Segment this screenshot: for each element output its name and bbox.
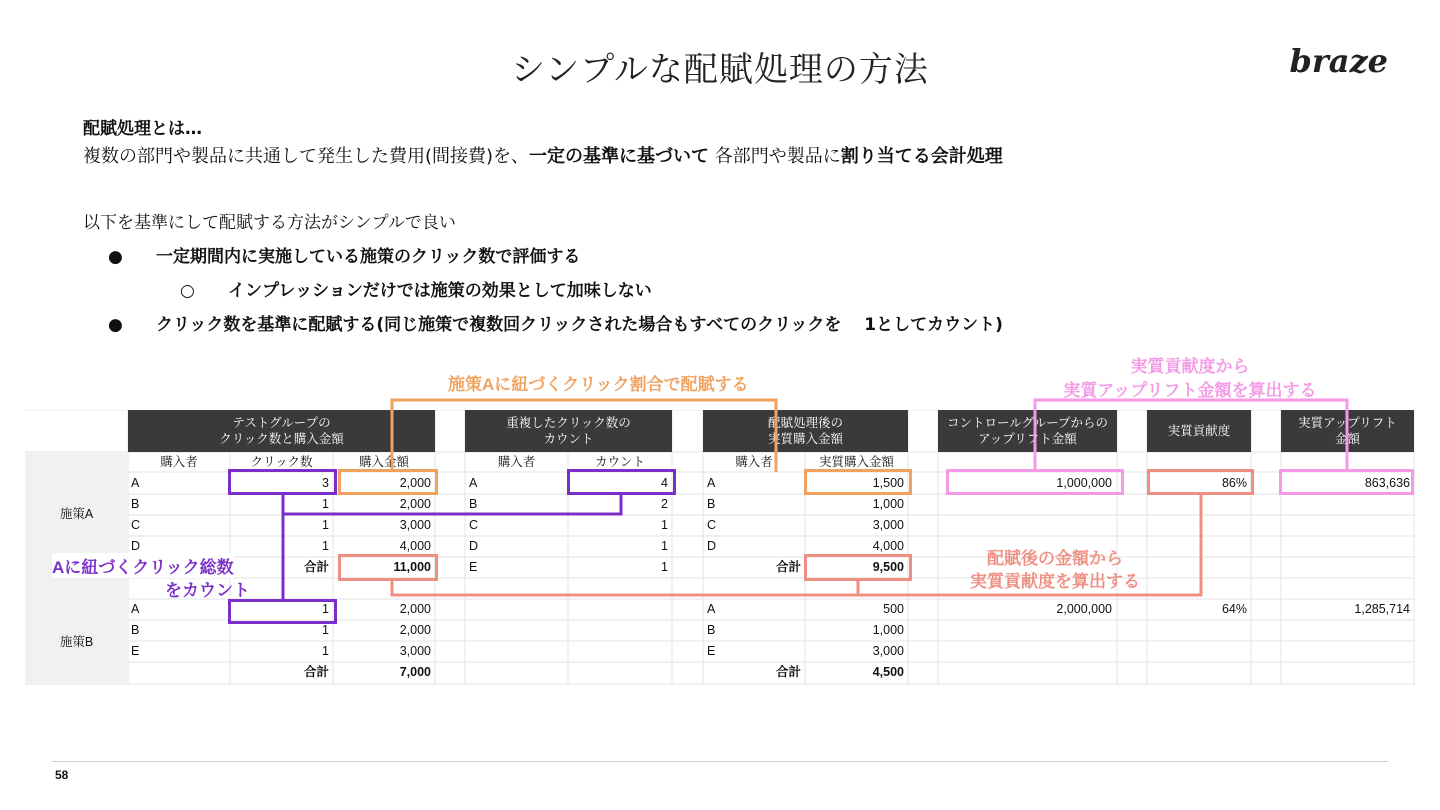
definition-body-bold: 割り当てる会計処理 [840,146,1003,167]
table-cell-amount: 4,000 [872,539,904,553]
highlight-box-pink [1279,469,1414,495]
table-cell-control-uplift: 1,000,000 [1056,476,1112,490]
highlight-box-salmon [1147,469,1254,495]
table-cell-buyer: E [131,644,140,658]
table-cell-buyer: D [469,539,479,553]
table-cell-amount: 2,000 [399,623,431,637]
annotation-contribution-calc-line1: 配賦後の金額から [987,549,1123,568]
annotation-contribution-calc-line2: 実質貢献度を算出する [970,572,1140,591]
table-cell-buyer: B [131,497,140,511]
bullet-marker: ● [108,315,123,335]
annotation-uplift-calc-line2: 実質アップリフト金額を算出する [1063,381,1317,400]
table-cell-count: 1 [661,560,668,574]
table-cell-buyer: D [131,539,141,553]
bullet-marker: ○ [180,281,195,301]
subheader-buyer: 購入者 [160,455,198,469]
table-cell-clicks: 1 [322,539,329,553]
table-cell-amount: 1,000 [872,497,904,511]
table-cell-control-uplift: 2,000,000 [1056,602,1112,616]
table-cell-clicks: 1 [322,518,329,532]
table-cell-clicks: 1 [322,623,329,637]
annotation-attribution-ratio: 施策Aに紐づくクリック割合で配賦する [448,375,749,394]
table-cell-clicks: 1 [322,602,329,616]
header-contribution: 実質貢献度 [1147,410,1251,452]
table-cell-buyer: A [707,602,716,616]
table-cell-total-label: 合計 [775,665,801,679]
campaign-b-label: 施策B [59,635,94,649]
table-cell-clicks: 3 [322,476,329,490]
table-cell-amount: 3,000 [872,644,904,658]
page-number: 58 [55,768,69,782]
table-cell-buyer: A [469,476,478,490]
table-cell-buyer: C [469,518,479,532]
table-cell-contribution: 64% [1221,602,1247,616]
table-cell-amount: 1,000 [872,623,904,637]
table-cell-real-uplift: 1,285,714 [1354,602,1410,616]
definition-body-bold: 一定の基準に基づいて [529,146,710,167]
highlight-box-salmon [804,554,912,581]
table-cell-amount: 4,000 [399,539,431,553]
table-cell-amount: 3,000 [399,644,431,658]
table-cell-count: 1 [661,539,668,553]
subheader-buyer: 購入者 [497,455,536,469]
highlight-box-purple [228,469,337,495]
table-cell-clicks: 1 [322,497,329,511]
table-cell-count: 1 [661,518,668,532]
table-cell-total-label: 合計 [775,560,801,574]
table-cell-count: 4 [661,476,668,490]
table-cell-buyer: A [131,602,140,616]
table-cell-real-uplift: 863,636 [1364,476,1410,490]
table-cell-buyer: C [707,518,717,532]
table-cell-total-label: 合計 [303,560,329,574]
highlight-box-orange [338,469,438,495]
table-cell-buyer: B [707,623,716,637]
bullet-text: インプレッションだけでは施策の効果として加味しない [228,281,652,301]
bullet-marker: ● [108,247,123,267]
table-cell-total: 11,000 [393,560,431,574]
table-cell-amount: 3,000 [399,518,431,532]
attribution-table [25,410,1415,685]
table-cell-buyer: C [131,518,141,532]
subheader-count: カウント [594,455,645,469]
footer-divider [52,761,1388,762]
table-cell-amount: 2,000 [399,602,431,616]
table-cell-amount: 3,000 [872,518,904,532]
table-cell-total: 7,000 [399,665,431,679]
highlight-box-purple [228,599,337,624]
bullet-item [108,242,580,267]
basis-intro: 以下を基準にして配賦する方法がシンプルで良い [83,213,456,233]
definition-body-part: 複数の部門や製品に共通して発生した費用(間接費)を、 [83,146,530,167]
table-cell-buyer: B [469,497,478,511]
bullet-item [108,310,1003,335]
annotation-uplift-calc-line1: 実質貢献度から [1130,357,1250,376]
table-cell-amount: 1,500 [872,476,904,490]
table-cell-buyer: A [131,476,140,490]
header-control-uplift: コントロールグループからの アップリフト金額 [938,410,1117,452]
bullet-text: クリック数を基準に配賦する(同じ施策で複数回クリックされた場合もすべてのクリックを 1としてカウント) [156,315,1003,335]
table-cell-buyer: B [707,497,716,511]
header-test-group: テストグループの クリック数と購入金額 [128,410,435,452]
highlight-box-orange [804,469,912,495]
subheader-buyer: 購入者 [735,455,773,469]
highlight-box-purple [567,469,676,495]
table-cell-buyer: E [469,560,478,574]
table-cell-buyer: A [707,476,716,490]
table-cell-clicks: 1 [322,644,329,658]
subheader-purchase: 購入金額 [358,455,409,469]
table-cell-total: 4,500 [872,665,904,679]
bullet-text: 一定期間内に実施している施策のクリック数で評価する [156,247,581,267]
definition-body [83,142,1003,168]
annotation-total-clicks-line2: をカウント [165,581,250,600]
campaign-a-label: 施策A [59,507,94,521]
definition-body-part: 各部門や製品に [709,146,841,167]
braze-logo: braze [1289,42,1388,80]
table-cell-count: 2 [661,497,668,511]
table-cell-total: 9,500 [872,560,904,574]
page-title: シンプルな配賦処理の方法 [511,50,929,90]
highlight-box-salmon [338,554,438,581]
definition-heading: 配賦処理とは… [83,119,202,139]
subheader-clicks: クリック数 [250,455,313,469]
bullet-item [180,276,652,301]
annotation-total-clicks-line1: Aに紐づくクリック総数 [52,553,234,578]
table-cell-buyer: D [707,539,717,553]
table-cell-amount: 500 [883,602,904,616]
subheader-real-purchase: 実質購入金額 [818,455,894,469]
table-cell-amount: 2,000 [399,497,431,511]
table-cell-buyer: E [707,644,716,658]
table-cell-total-label: 合計 [303,665,329,679]
highlight-box-pink [946,469,1124,495]
header-after-attribution: 配賦処理後の 実質購入金額 [703,410,908,452]
header-duplicate-clicks: 重複したクリック数の カウント [465,410,672,452]
table-cell-buyer: B [131,623,140,637]
header-real-uplift: 実質アップリフト 金額 [1281,410,1414,452]
table-cell-amount: 2,000 [399,476,431,490]
table-cell-contribution: 86% [1221,476,1247,490]
